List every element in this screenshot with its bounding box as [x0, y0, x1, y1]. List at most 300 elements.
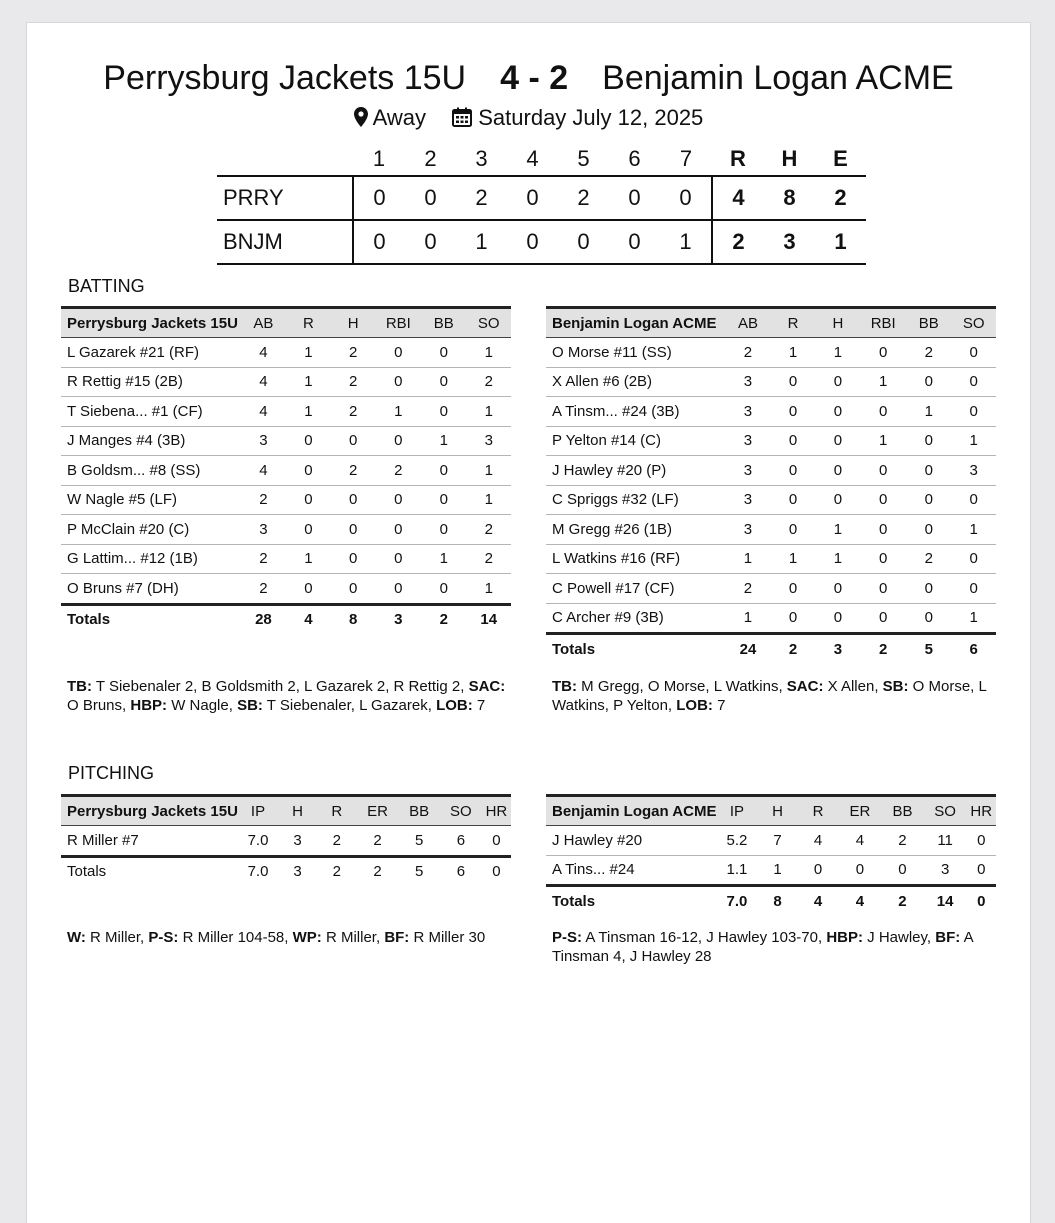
total-hits: 8 — [764, 176, 815, 220]
stat-cell: 0 — [951, 544, 996, 574]
player-name: W Nagle #5 (LF) — [61, 485, 241, 515]
note-text: X Allen, — [823, 678, 883, 695]
total-errors: 1 — [815, 220, 866, 264]
stat-cell: 2 — [906, 544, 951, 574]
player-name: G Lattim... #12 (1B) — [61, 544, 241, 574]
note-text: T Siebenaler, L Gazarek, — [262, 697, 437, 714]
stat-cell: 1 — [757, 855, 797, 886]
note-text: R Miller 104-58, — [178, 929, 293, 946]
player-row — [61, 456, 511, 486]
stat-cell: 11 — [924, 826, 967, 856]
away-team-name: Perrysburg Jackets 15U — [103, 59, 467, 97]
player-row — [546, 367, 996, 397]
column-header: H — [757, 796, 797, 826]
note-label: W: — [67, 929, 86, 946]
note-text: A Tinsman 16-12, J Hawley 103-70, — [582, 929, 827, 946]
player-name: M Gregg #26 (1B) — [546, 515, 725, 545]
column-header: IP — [716, 796, 757, 826]
stat-cell: 0 — [421, 338, 466, 368]
note-label: BF: — [384, 929, 410, 946]
stat-cell: 1 — [816, 338, 861, 368]
inning-runs: 0 — [353, 220, 405, 264]
stat-cell: 0 — [482, 826, 511, 857]
stat-cell: 2 — [331, 367, 376, 397]
total-cell: 3 — [376, 604, 422, 634]
stat-cell: 2 — [241, 544, 286, 574]
total-cell: 4 — [286, 604, 331, 634]
inning-runs: 0 — [558, 220, 609, 264]
stat-cell: 3 — [725, 456, 770, 486]
stat-cell: 0 — [771, 426, 816, 456]
player-name: C Spriggs #32 (LF) — [546, 485, 725, 515]
batting-section-title: BATTING — [68, 276, 145, 296]
stat-cell: 2 — [466, 367, 511, 397]
player-row — [61, 826, 511, 857]
stat-cell: 1 — [725, 603, 770, 634]
player-name: J Hawley #20 (P) — [546, 456, 725, 486]
column-header: R — [798, 796, 839, 826]
stat-cell: 5 — [398, 826, 440, 857]
total-cell: 4 — [839, 886, 882, 916]
total-cell: 0 — [967, 886, 997, 916]
stat-cell: 0 — [421, 574, 466, 605]
inning-runs: 1 — [456, 220, 507, 264]
stat-cell: 0 — [860, 456, 906, 486]
note-text: M Gregg, O Morse, L Watkins, — [577, 678, 787, 695]
player-row — [546, 515, 996, 545]
inning-runs: 0 — [405, 220, 456, 264]
stat-cell: 0 — [286, 426, 331, 456]
player-name: L Watkins #16 (RF) — [546, 544, 725, 574]
stat-cell: 1 — [860, 426, 906, 456]
stat-cell: 2 — [331, 397, 376, 427]
total-cell: 4 — [798, 886, 839, 916]
column-header: ER — [357, 796, 399, 826]
stat-cell: 1 — [286, 544, 331, 574]
inning-runs: 0 — [353, 176, 405, 220]
stat-cell: 3 — [951, 456, 996, 486]
stat-cell: 2 — [466, 515, 511, 545]
inning-runs: 0 — [507, 176, 558, 220]
stat-cell: 0 — [906, 515, 951, 545]
stat-cell: 7 — [757, 826, 797, 856]
stat-cell: 1.1 — [716, 855, 757, 886]
stat-cell: 2 — [906, 338, 951, 368]
note-label: TB: — [552, 678, 577, 695]
note-label: SB: — [882, 678, 909, 695]
stat-cell: 1 — [771, 338, 816, 368]
column-header: H — [816, 308, 861, 338]
stat-cell: 4 — [241, 456, 286, 486]
stat-cell: 0 — [421, 397, 466, 427]
stat-cell: 0 — [839, 855, 882, 886]
box-score-page — [26, 22, 1031, 1223]
stat-cell: 0 — [816, 367, 861, 397]
line-score-row — [217, 220, 866, 264]
line-score-row — [217, 176, 866, 220]
stat-cell: 0 — [906, 485, 951, 515]
stat-cell: 0 — [376, 367, 422, 397]
totals-row — [546, 634, 996, 664]
totals-label: Totals — [546, 634, 725, 664]
stat-cell: 1 — [951, 426, 996, 456]
final-score: 4 - 2 — [500, 59, 569, 97]
player-row — [61, 426, 511, 456]
stat-cell: 0 — [421, 456, 466, 486]
stat-cell: 1 — [951, 515, 996, 545]
column-header: AB — [725, 308, 770, 338]
total-runs: 4 — [712, 176, 764, 220]
stat-cell: 0 — [798, 855, 839, 886]
stat-cell: 0 — [376, 426, 422, 456]
stat-cell: 1 — [286, 367, 331, 397]
stat-cell: 1 — [816, 544, 861, 574]
stat-cell: 1 — [466, 485, 511, 515]
inning-runs: 0 — [609, 220, 660, 264]
player-row — [546, 544, 996, 574]
player-row — [546, 397, 996, 427]
stat-cell: 1 — [286, 397, 331, 427]
total-cell: 6 — [951, 634, 996, 664]
player-row — [546, 826, 996, 856]
total-cell: 14 — [924, 886, 967, 916]
note-text: J Hawley, — [862, 929, 936, 946]
stat-cell: 3 — [241, 426, 286, 456]
away-pitching-table — [61, 794, 511, 886]
column-header: SO — [440, 796, 482, 826]
stat-cell: 0 — [860, 515, 906, 545]
stat-cell: 2 — [331, 456, 376, 486]
stat-cell: 2 — [725, 338, 770, 368]
stat-cell: 0 — [376, 544, 422, 574]
total-cell: 3 — [816, 634, 861, 664]
runs-header: R — [730, 146, 746, 171]
player-name: A Tinsm... #24 (3B) — [546, 397, 725, 427]
stat-cell: 2 — [317, 826, 357, 857]
player-row — [546, 574, 996, 604]
column-header: BB — [398, 796, 440, 826]
note-label: P-S: — [552, 929, 582, 946]
note-text: 7 — [712, 697, 726, 714]
column-header: HR — [967, 796, 997, 826]
note-label: HBP: — [826, 929, 863, 946]
stat-cell: 0 — [331, 485, 376, 515]
note-text: R Miller, — [85, 929, 149, 946]
player-name: T Siebena... #1 (CF) — [61, 397, 241, 427]
note-label: HBP: — [130, 697, 168, 714]
note-label: P-S: — [148, 929, 179, 946]
stat-cell: 1 — [466, 456, 511, 486]
inning-runs: 1 — [660, 220, 712, 264]
stat-cell: 0 — [860, 574, 906, 604]
player-name: X Allen #6 (2B) — [546, 367, 725, 397]
stat-cell: 0 — [771, 397, 816, 427]
stat-cell: 2 — [725, 574, 770, 604]
note-label: SAC: — [468, 678, 506, 695]
player-name: L Gazarek #21 (RF) — [61, 338, 241, 368]
stat-cell: 0 — [331, 515, 376, 545]
total-cell: 7.0 — [716, 886, 757, 916]
inning-header: 5 — [577, 146, 590, 171]
note-text: A Tinsman 4, J Hawley 28 — [552, 929, 973, 965]
stat-cell: 2 — [881, 826, 924, 856]
inning-header: 6 — [628, 146, 641, 171]
note-label: SB: — [237, 697, 263, 714]
stat-cell: 4 — [241, 367, 286, 397]
game-date: Saturday July 12, 2025 — [478, 105, 704, 130]
column-header: IP — [238, 796, 278, 826]
stat-cell: 4 — [798, 826, 839, 856]
total-cell: 5 — [398, 856, 440, 886]
stat-cell: 0 — [816, 397, 861, 427]
total-cell: 2 — [860, 634, 906, 664]
total-runs: 2 — [712, 220, 764, 264]
stat-cell: 0 — [860, 397, 906, 427]
total-cell: 2 — [317, 856, 357, 886]
team-header: Perrysburg Jackets 15U — [61, 796, 238, 826]
home-team-name: Benjamin Logan ACME — [602, 59, 954, 97]
stat-cell: 0 — [331, 426, 376, 456]
stat-cell: 1 — [286, 338, 331, 368]
stat-cell: 0 — [906, 426, 951, 456]
stat-cell: 2 — [241, 574, 286, 605]
calendar-icon — [452, 107, 472, 127]
totals-row — [61, 856, 511, 886]
stat-cell: 0 — [421, 367, 466, 397]
stat-cell: 1 — [466, 397, 511, 427]
stat-cell: 0 — [816, 603, 861, 634]
note-label: SAC: — [786, 678, 824, 695]
player-row — [546, 485, 996, 515]
note-text: O Morse, L Watkins, P Yelton, — [552, 678, 987, 714]
stat-cell: 0 — [816, 456, 861, 486]
player-name: J Manges #4 (3B) — [61, 426, 241, 456]
stat-cell: 3 — [725, 426, 770, 456]
inning-header: 4 — [526, 146, 539, 171]
stat-cell: 1 — [466, 338, 511, 368]
stat-cell: 1 — [816, 515, 861, 545]
total-cell: 28 — [241, 604, 286, 634]
stat-cell: 0 — [376, 485, 422, 515]
stat-cell: 3 — [241, 515, 286, 545]
team-abbr: PRRY — [217, 176, 353, 220]
stat-cell: 1 — [951, 603, 996, 634]
player-row — [546, 338, 996, 368]
player-row — [61, 338, 511, 368]
stat-cell: 0 — [816, 574, 861, 604]
inning-runs: 2 — [558, 176, 609, 220]
column-header: RBI — [376, 308, 422, 338]
note-text: W Nagle, — [167, 697, 238, 714]
map-pin-icon — [354, 107, 368, 127]
stat-cell: 3 — [725, 397, 770, 427]
column-header: HR — [482, 796, 511, 826]
player-name: O Bruns #7 (DH) — [61, 574, 241, 605]
player-row — [61, 574, 511, 605]
player-row — [61, 544, 511, 574]
stat-cell: 5.2 — [716, 826, 757, 856]
totals-row — [61, 604, 511, 634]
team-header: Perrysburg Jackets 15U — [61, 308, 241, 338]
stat-cell: 1 — [860, 367, 906, 397]
note-label: TB: — [67, 678, 92, 695]
note-label: WP: — [292, 929, 322, 946]
note-text: 7 — [472, 697, 486, 714]
stat-cell: 4 — [241, 397, 286, 427]
stat-cell: 0 — [771, 515, 816, 545]
column-header: BB — [881, 796, 924, 826]
stat-cell: 1 — [906, 397, 951, 427]
player-name: R Rettig #15 (2B) — [61, 367, 241, 397]
player-row — [546, 426, 996, 456]
inning-runs: 0 — [507, 220, 558, 264]
total-cell: 6 — [440, 856, 482, 886]
column-header: SO — [951, 308, 996, 338]
stat-cell: 2 — [376, 456, 422, 486]
player-row — [61, 485, 511, 515]
stat-cell: 2 — [466, 544, 511, 574]
totals-label: Totals — [61, 856, 238, 886]
stat-cell: 0 — [421, 485, 466, 515]
stat-cell: 0 — [286, 456, 331, 486]
inning-header: 2 — [424, 146, 437, 171]
stat-cell: 1 — [421, 426, 466, 456]
team-header: Benjamin Logan ACME — [546, 796, 716, 826]
column-header: AB — [241, 308, 286, 338]
column-header: H — [278, 796, 317, 826]
stat-cell: 0 — [376, 574, 422, 605]
note-text: O Bruns, — [67, 697, 131, 714]
column-header: BB — [906, 308, 951, 338]
player-row — [546, 456, 996, 486]
inning-header: 1 — [372, 146, 386, 171]
player-name: C Powell #17 (CF) — [546, 574, 725, 604]
total-cell: 2 — [357, 856, 399, 886]
totals-row — [546, 886, 996, 916]
player-row — [61, 367, 511, 397]
stat-cell: 1 — [421, 544, 466, 574]
player-row — [546, 603, 996, 634]
stat-cell: 0 — [771, 485, 816, 515]
stat-cell: 1 — [376, 397, 422, 427]
inning-runs: 0 — [609, 176, 660, 220]
stat-cell: 3 — [278, 826, 317, 857]
total-cell: 8 — [331, 604, 376, 634]
column-header: BB — [421, 308, 466, 338]
stat-cell: 0 — [951, 338, 996, 368]
stat-cell: 0 — [860, 485, 906, 515]
stat-cell: 0 — [286, 485, 331, 515]
line-score-table — [217, 143, 866, 265]
away-pitching-notes — [67, 928, 517, 947]
stat-cell: 0 — [376, 515, 422, 545]
stat-cell: 2 — [331, 338, 376, 368]
stat-cell: 0 — [951, 574, 996, 604]
away-batting-notes — [67, 677, 517, 715]
home-batting-notes — [552, 677, 1002, 715]
game-meta — [27, 105, 1030, 131]
total-cell: 7.0 — [238, 856, 278, 886]
note-label: LOB: — [676, 697, 713, 714]
team-abbr: BNJM — [217, 220, 353, 264]
player-name: C Archer #9 (3B) — [546, 603, 725, 634]
stat-cell: 0 — [967, 855, 997, 886]
stat-cell: 6 — [440, 826, 482, 857]
inning-header: 7 — [679, 146, 693, 171]
home-batting-table — [546, 306, 996, 663]
stat-cell: 3 — [924, 855, 967, 886]
home-pitching-table — [546, 794, 996, 915]
note-text: R Miller, — [321, 929, 385, 946]
total-cell: 24 — [725, 634, 770, 664]
player-name: B Goldsm... #8 (SS) — [61, 456, 241, 486]
note-label: LOB: — [436, 697, 473, 714]
stat-cell: 0 — [286, 574, 331, 605]
stat-cell: 0 — [860, 338, 906, 368]
inning-header: 3 — [475, 146, 488, 171]
stat-cell: 0 — [881, 855, 924, 886]
stat-cell: 0 — [906, 574, 951, 604]
stat-cell: 0 — [906, 456, 951, 486]
stat-cell: 0 — [860, 544, 906, 574]
totals-label: Totals — [61, 604, 241, 634]
player-name: P Yelton #14 (C) — [546, 426, 725, 456]
stat-cell: 0 — [860, 603, 906, 634]
total-cell: 3 — [278, 856, 317, 886]
pitching-section-title: PITCHING — [68, 763, 155, 783]
total-cell: 5 — [906, 634, 951, 664]
stat-cell: 1 — [466, 574, 511, 605]
note-label: BF: — [935, 929, 961, 946]
stat-cell: 0 — [951, 367, 996, 397]
total-errors: 2 — [815, 176, 866, 220]
player-row — [61, 515, 511, 545]
column-header: SO — [924, 796, 967, 826]
away-batting-table — [61, 306, 511, 634]
player-name: A Tins... #24 — [546, 855, 716, 886]
stat-cell: 0 — [331, 574, 376, 605]
column-header: SO — [466, 308, 511, 338]
column-header: R — [771, 308, 816, 338]
stat-cell: 0 — [771, 574, 816, 604]
hits-header: H — [781, 146, 798, 171]
player-row — [546, 855, 996, 886]
column-header: ER — [839, 796, 882, 826]
stat-cell: 1 — [771, 544, 816, 574]
player-name: O Morse #11 (SS) — [546, 338, 725, 368]
column-header: R — [317, 796, 357, 826]
game-headline — [27, 59, 1030, 98]
stat-cell: 3 — [725, 485, 770, 515]
stat-cell: 3 — [725, 367, 770, 397]
totals-label: Totals — [546, 886, 716, 916]
column-header: RBI — [860, 308, 906, 338]
inning-runs: 0 — [660, 176, 712, 220]
inning-runs: 0 — [405, 176, 456, 220]
stat-cell: 2 — [241, 485, 286, 515]
total-cell: 0 — [482, 856, 511, 886]
total-hits: 3 — [764, 220, 815, 264]
team-header: Benjamin Logan ACME — [546, 308, 725, 338]
stat-cell: 0 — [906, 603, 951, 634]
stat-cell: 0 — [286, 515, 331, 545]
player-row — [61, 397, 511, 427]
stat-cell: 0 — [331, 544, 376, 574]
player-name: R Miller #7 — [61, 826, 238, 857]
total-cell: 2 — [881, 886, 924, 916]
stat-cell: 0 — [771, 456, 816, 486]
note-text: T Siebenaler 2, B Goldsmith 2, L Gazarek 2, R Rettig 2, — [92, 678, 469, 695]
